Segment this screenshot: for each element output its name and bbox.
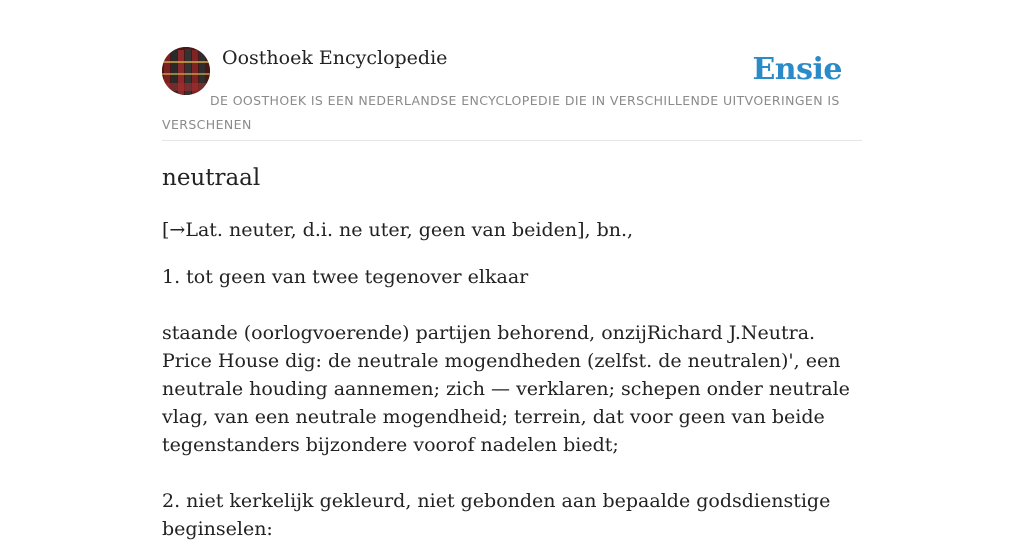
- site-header: [162, 0, 862, 141]
- site-tagline: DE OOSTHOEK IS EEN NEDERLANDSE ENCYCLOPEDIE DIE IN VERSCHILLENDE UITVOERINGEN IS VERSCHENEN: [162, 93, 840, 132]
- entry-etymology: [→Lat. neuter, d.i. ne uter, geen van beiden], bn.,: [162, 219, 634, 241]
- site-title-link[interactable]: Oosthoek Encyclopedie: [222, 47, 448, 69]
- entry-title: neutraal: [162, 165, 261, 191]
- definition-1-start: 1. tot geen van twee tegenover elkaar: [162, 266, 529, 288]
- definition-2-start: 2. niet kerkelijk gekleurd, niet gebonden aan bepaalde godsdienstige beginselen:: [162, 490, 831, 540]
- page-container: [162, 0, 862, 540]
- definition-1-body: staande (oorlogvoerende) partijen behorend, onzijRichard J.Neutra. Price House dig: de neutrale mogendheden (zelfst. de neutralen)', een neutrale houding aannemen; zich — verklaren; schepen onder neutrale vlag, van een neutrale mogendheid; terrein, dat voor geen van beide tegenstanders bijzondere voorof nadelen biedt;: [162, 322, 850, 456]
- book-spines-icon[interactable]: [162, 47, 210, 95]
- ensie-logo-link[interactable]: Ensie: [752, 52, 842, 87]
